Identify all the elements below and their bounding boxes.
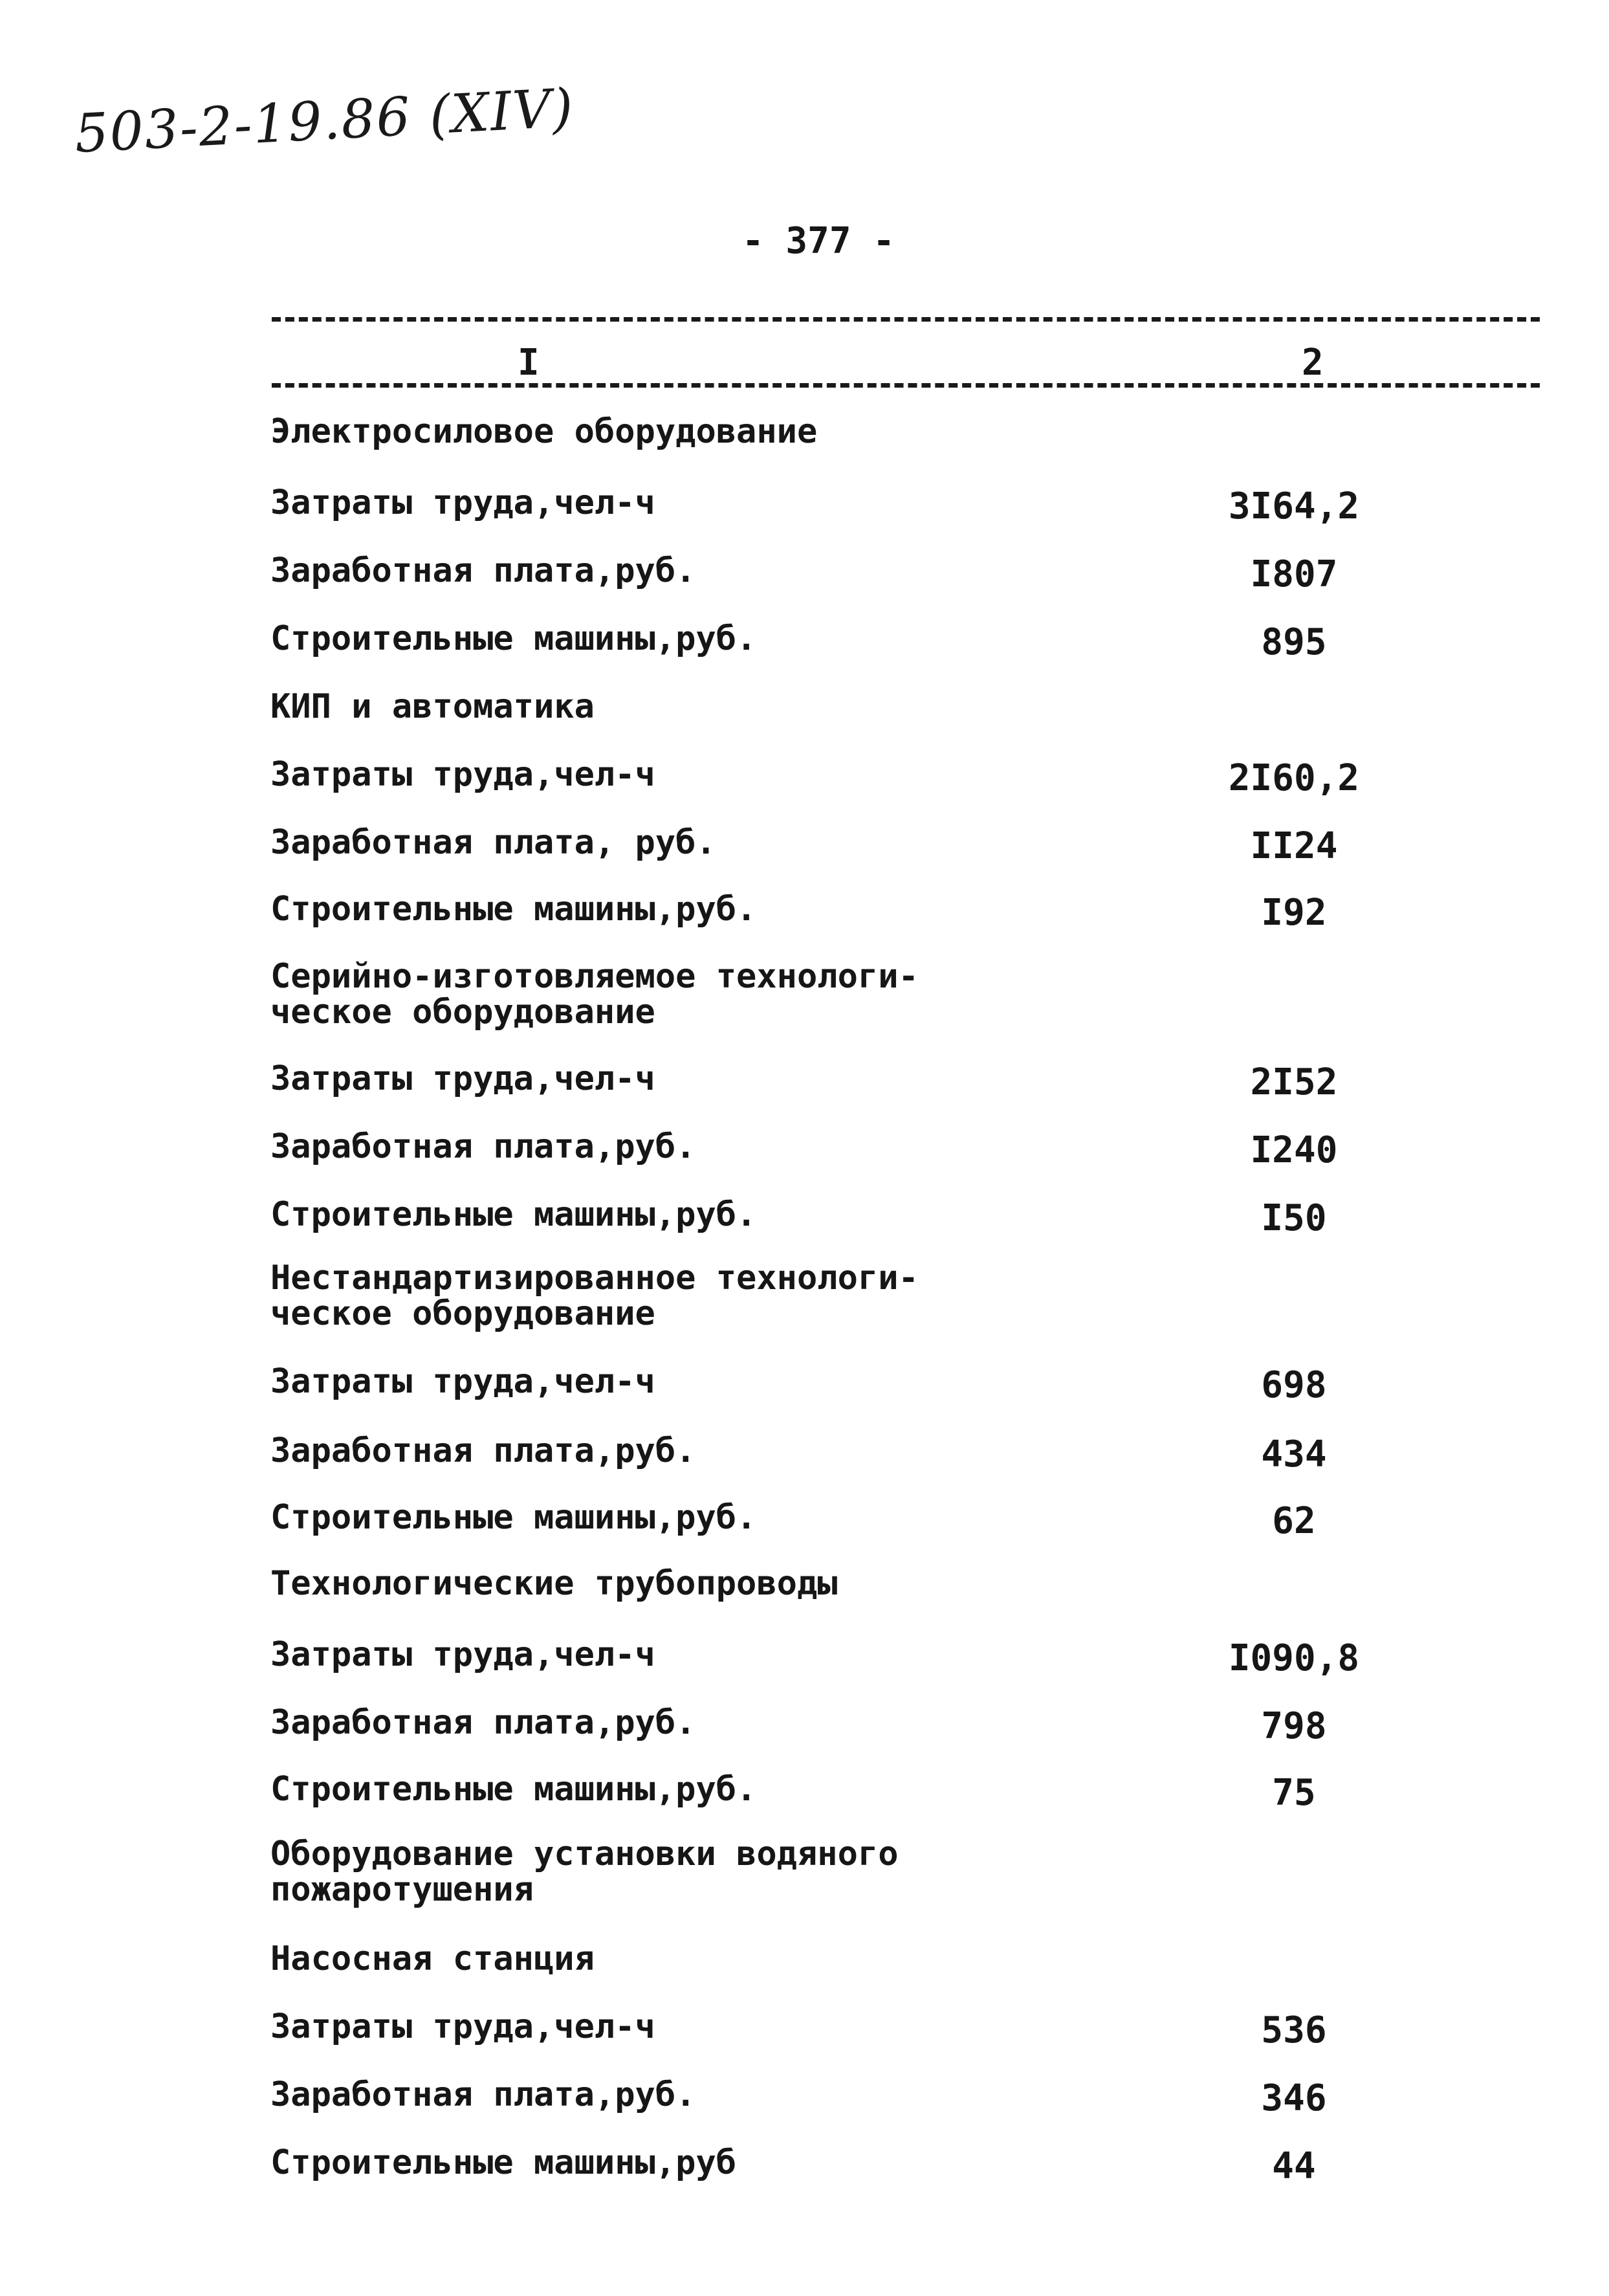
table-row-value: 75 (1272, 1772, 1316, 1814)
column-header-1: I (518, 342, 540, 384)
section-heading: Серийно-изготовляемое технологи- ческое оборудование (270, 957, 919, 1032)
table-row-label: Затраты труда,чел-ч (270, 2007, 655, 2046)
table-row-value: I090,8 (1228, 1637, 1360, 1679)
table-row-label: Заработная плата, руб. (270, 823, 716, 862)
table-row-value: 3I64,2 (1228, 485, 1360, 527)
table-row-label: Строительные машины,руб. (270, 1195, 757, 1234)
table-row-label: Затраты труда,чел-ч (270, 1362, 655, 1401)
table-row-value: 698 (1261, 1364, 1327, 1406)
table-row-value: 62 (1272, 1500, 1316, 1542)
table-row-label: Строительные машины,руб. (270, 619, 757, 658)
table-row-value: 346 (1261, 2077, 1327, 2119)
table-row-value: I807 (1250, 553, 1338, 595)
table-row-value: 434 (1261, 1433, 1327, 1475)
table-row-value: 44 (1272, 2145, 1316, 2187)
table-row-value: I92 (1261, 892, 1327, 934)
table-row-label: Заработная плата,руб. (270, 1703, 696, 1742)
page-number: - 377 - (741, 220, 895, 262)
section-heading: Технологические трубопроводы (270, 1564, 838, 1603)
handwritten-document-code: 503-2-19.86 (XIV) (73, 77, 576, 165)
table-row-label: Затраты труда,чел-ч (270, 755, 655, 794)
table-row-value: II24 (1250, 825, 1338, 867)
section-heading: Насосная станция (270, 1939, 595, 1978)
table-row-label: Строительные машины,руб. (270, 1770, 757, 1809)
table-row-label: Строительные машины,руб. (270, 1498, 757, 1537)
section-heading: Нестандартизированное технологи- ческое оборудование (270, 1259, 919, 1333)
section-heading: КИП и автоматика (270, 687, 595, 726)
table-row-label: Заработная плата,руб. (270, 2075, 696, 2114)
table-row-value: 895 (1261, 621, 1327, 663)
section-heading: Электросиловое оборудование (270, 412, 818, 451)
table-row-value: 2I60,2 (1228, 757, 1360, 799)
table-header-rule (272, 383, 1540, 388)
table-row-label: Затраты труда,чел-ч (270, 483, 655, 522)
table-row-label: Заработная плата,руб. (270, 1431, 696, 1470)
table-row-value: I50 (1261, 1197, 1327, 1239)
table-row-label: Заработная плата,руб. (270, 551, 696, 590)
table-row-value: 798 (1261, 1705, 1327, 1747)
table-top-rule (272, 317, 1540, 322)
table-row-label: Заработная плата,руб. (270, 1127, 696, 1166)
table-row-label: Затраты труда,чел-ч (270, 1635, 655, 1674)
table-row-label: Строительные машины,руб. (270, 890, 757, 929)
table-row-value: I240 (1250, 1129, 1338, 1171)
column-header-2: 2 (1302, 342, 1324, 384)
table-row-value: 2I52 (1250, 1061, 1338, 1103)
table-row-value: 536 (1261, 2009, 1327, 2051)
section-heading: Оборудование установки водяного пожаротушения (270, 1835, 899, 1909)
table-row-label: Затраты труда,чел-ч (270, 1059, 655, 1098)
table-row-label: Строительные машины,руб (270, 2143, 737, 2182)
